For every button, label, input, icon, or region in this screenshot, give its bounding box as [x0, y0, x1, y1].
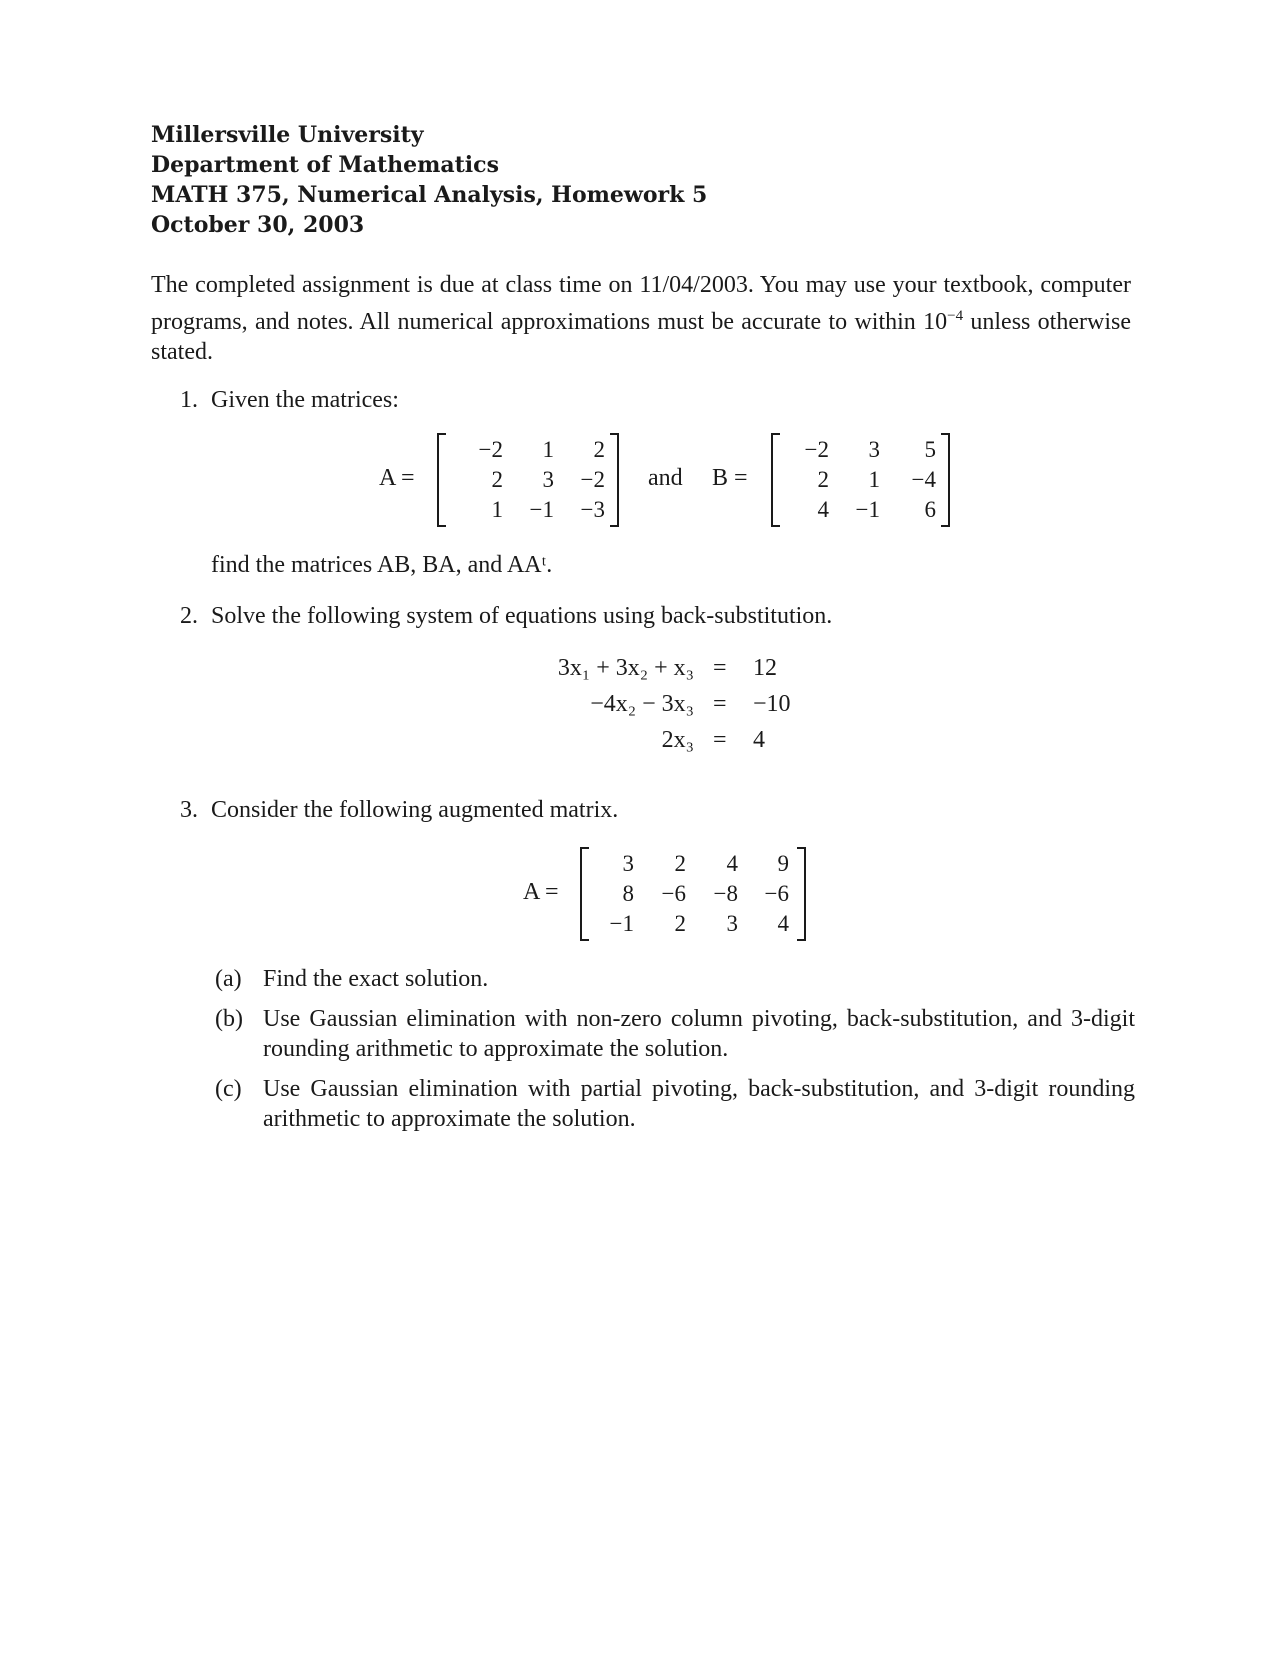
matrix-b-cell: −1: [855, 497, 880, 522]
problem-3-prompt: Consider the following augmented matrix.: [211, 797, 619, 823]
matrix-b-cell: 5: [924, 437, 936, 462]
matrix-b-cell: 3: [868, 437, 880, 462]
instructions-paragraph: [151, 270, 1131, 368]
matrix-b-cell: −4: [911, 467, 936, 492]
matrix-a-cell: −2: [478, 437, 503, 462]
equals-sign: =: [713, 691, 727, 717]
matrix-a-cell: −3: [580, 497, 605, 522]
part-c: [215, 1074, 1135, 1134]
part-text: Find the exact solution.: [263, 966, 489, 992]
matrix-a-cell: −1: [529, 497, 554, 522]
matrix-b: [771, 433, 950, 527]
matrix-a: [437, 433, 619, 527]
document-header: [151, 120, 707, 240]
part-label: (a): [215, 966, 242, 992]
part-label: (b): [215, 1006, 243, 1032]
matrix-a-cell: −2: [580, 467, 605, 492]
augmented-matrix-cell: 4: [777, 911, 789, 936]
matrix-b-cell: 6: [924, 497, 936, 522]
problem-3-number: 3.: [180, 797, 198, 823]
equation-row: [500, 727, 800, 763]
equation-rhs: 12: [753, 655, 777, 681]
augmented-matrix-cell: −6: [661, 881, 686, 906]
part-b: [215, 1004, 1135, 1064]
problem-2-prompt: Solve the following system of equations using back-substitution.: [211, 603, 833, 629]
document-date: October 30, 2003: [151, 212, 365, 238]
tolerance-exponent: −4: [947, 307, 964, 324]
matrix-a-cell: 3: [542, 467, 554, 492]
matrix-a-cell: 1: [491, 497, 503, 522]
problem-2-number: 2.: [180, 603, 198, 629]
augmented-matrix-cell: 3: [622, 851, 634, 876]
equation-lhs: 2x₃: [661, 727, 694, 753]
augmented-matrix-cell: 4: [726, 851, 738, 876]
part-text: Use Gaussian elimination with partial pivoting, back-substitution, and 3-digit rounding arithmetic to approximate the solution.: [263, 1076, 1135, 1132]
matrix-b-cell: −2: [804, 437, 829, 462]
augmented-matrix-label: A =: [523, 879, 559, 905]
augmented-matrix-cell: 9: [777, 851, 789, 876]
equals-sign: =: [713, 727, 727, 753]
university-name: Millersville University: [151, 122, 424, 148]
equation-rhs: −10: [753, 691, 791, 717]
matrix-a-cell: 2: [491, 467, 503, 492]
equation-system: [500, 655, 800, 763]
matrix-a-cell: 1: [542, 437, 554, 462]
augmented-matrix-cell: 8: [622, 881, 634, 906]
matrix-b-cell: 4: [817, 497, 829, 522]
instructions-text-end: unless otherwise stated.: [151, 308, 1131, 365]
course-title: MATH 375, Numerical Analysis, Homework 5: [151, 182, 708, 208]
part-label: (c): [215, 1076, 242, 1102]
problem-1-number: 1.: [180, 387, 198, 413]
instructions-text: The completed assignment is due at class time on 11/04/2003. You may use your textbook, computer programs, and notes. All numerical approximations must be accurate to within 10: [151, 272, 1131, 335]
department-name: Department of Mathematics: [151, 152, 499, 178]
augmented-matrix-cell: 2: [674, 851, 686, 876]
problem-1-prompt: Given the matrices:: [211, 387, 399, 413]
equation-row: [500, 655, 800, 691]
equals-sign: =: [713, 655, 727, 681]
equation-row: [500, 691, 800, 727]
and-text: and: [648, 465, 683, 491]
part-a: [215, 964, 1135, 994]
augmented-matrix-cell: −1: [609, 911, 634, 936]
augmented-matrix: [580, 847, 806, 941]
augmented-matrix-cell: 2: [674, 911, 686, 936]
matrix-b-label: B =: [712, 465, 748, 491]
problem-1-find-text: find the matrices AB, BA, and AAᵗ.: [211, 552, 553, 578]
problem-3-parts: [215, 964, 1135, 1144]
matrix-a-cell: 2: [593, 437, 605, 462]
augmented-matrix-cell: −8: [713, 881, 738, 906]
equation-lhs: 3x₁ + 3x₂ + x₃: [557, 655, 694, 681]
part-text: Use Gaussian elimination with non-zero column pivoting, back-substitution, and 3-digit rounding arithmetic to approximate the solution.: [263, 1006, 1135, 1062]
matrix-b-cell: 2: [817, 467, 829, 492]
equation-rhs: 4: [753, 727, 765, 753]
augmented-matrix-cell: −6: [764, 881, 789, 906]
equation-lhs: −4x₂ − 3x₃: [590, 691, 694, 717]
matrix-a-label: A =: [379, 465, 415, 491]
augmented-matrix-cell: 3: [726, 911, 738, 936]
matrix-b-cell: 1: [868, 467, 880, 492]
